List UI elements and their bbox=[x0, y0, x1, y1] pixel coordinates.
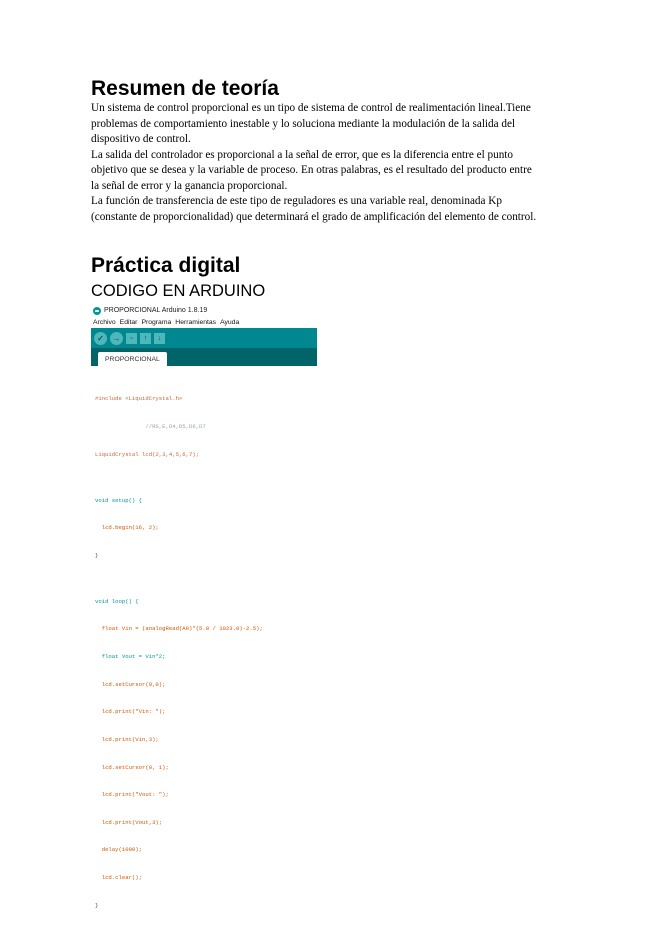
menu-item-archivo: Archivo bbox=[93, 319, 116, 326]
ide-toolbar bbox=[91, 328, 317, 348]
text-line: La salida del controlador es proporcional a la señal de error, que es la diferencia entre el punto bbox=[91, 148, 514, 161]
menu-item-herramientas: Herramientas bbox=[175, 319, 217, 326]
code-line: //RS,E,D4,D5,D6,D7 bbox=[95, 423, 206, 431]
text-line: La función de transferencia de este tipo de reguladores es una variable real, denominada Kp bbox=[91, 195, 502, 207]
menu-item-programa: Programa bbox=[141, 319, 172, 326]
code-line: lcd.setCursor(0, 1); bbox=[95, 763, 169, 771]
code-line: float Vout = Vin*2; bbox=[95, 653, 166, 661]
open-icon: ↑ bbox=[140, 333, 151, 344]
code-line: } bbox=[95, 901, 99, 909]
code-line: lcd.print(Vin,3); bbox=[95, 735, 159, 743]
section-heading-resumen: Resumen de teoría bbox=[91, 77, 279, 100]
code-editor bbox=[91, 366, 317, 928]
code-line: lcd.clear(); bbox=[95, 873, 142, 881]
code-line: lcd.print("Vin: "); bbox=[95, 708, 166, 716]
code-line: lcd.print("Vout: "); bbox=[95, 791, 169, 799]
arduino-logo-icon bbox=[93, 307, 101, 315]
code-line: #include <LiquidCrystal.h> bbox=[95, 395, 183, 403]
code-line: } bbox=[95, 551, 99, 559]
text-line: (constante de proporcionalidad) que determinará el grado de amplificación del elemento de control. bbox=[91, 210, 537, 223]
arduino-ide-screenshot bbox=[91, 304, 317, 909]
upload-icon: → bbox=[110, 332, 123, 345]
text-line: objetivo que se desea y la variable de proceso. En otras palabras, es el resultado del producto entre bbox=[91, 164, 532, 176]
ide-title-bar bbox=[91, 304, 317, 317]
new-icon: ▫ bbox=[126, 333, 137, 344]
code-line: float Vin = (analogRead(A0)*(5.0 / 1023.0)-2.5); bbox=[95, 625, 263, 633]
code-line: delay(1000); bbox=[95, 846, 142, 854]
code-line: void loop() { bbox=[95, 597, 139, 605]
text-line: dispositivo de control. bbox=[91, 133, 191, 145]
text-line: Un sistema de control proporcional es un tipo de sistema de control de realimentación lineal.Tiene bbox=[91, 102, 531, 114]
code-line: lcd.begin(16, 2); bbox=[95, 524, 159, 532]
code-line: lcd.setCursor(0,0); bbox=[95, 680, 166, 688]
theory-paragraph bbox=[91, 101, 571, 225]
code-line: lcd.print(Vout,3); bbox=[95, 818, 163, 826]
text-line: la señal de error y la ganancia proporcional. bbox=[91, 179, 288, 192]
code-line: void setup() { bbox=[95, 496, 142, 504]
verify-icon: ✓ bbox=[94, 332, 107, 345]
code-line: LiquidCrystal lcd(2,3,4,5,6,7); bbox=[95, 450, 200, 458]
save-icon: ↓ bbox=[154, 333, 165, 344]
code-subheading: CODIGO EN ARDUINO bbox=[91, 282, 266, 300]
section-heading-practica: Práctica digital bbox=[91, 254, 241, 277]
text-line: problemas de comportamiento inestable y lo soluciona mediante la modulación de la salida del bbox=[91, 117, 516, 130]
menu-item-ayuda: Ayuda bbox=[220, 319, 240, 326]
ide-window-title: PROPORCIONAL Arduino 1.8.19 bbox=[104, 307, 208, 314]
ide-menu-bar bbox=[91, 317, 317, 328]
menu-item-editar: Editar bbox=[119, 319, 138, 326]
tab-proporcional: PROPORCIONAL bbox=[98, 352, 167, 366]
ide-tab-bar bbox=[91, 348, 317, 366]
